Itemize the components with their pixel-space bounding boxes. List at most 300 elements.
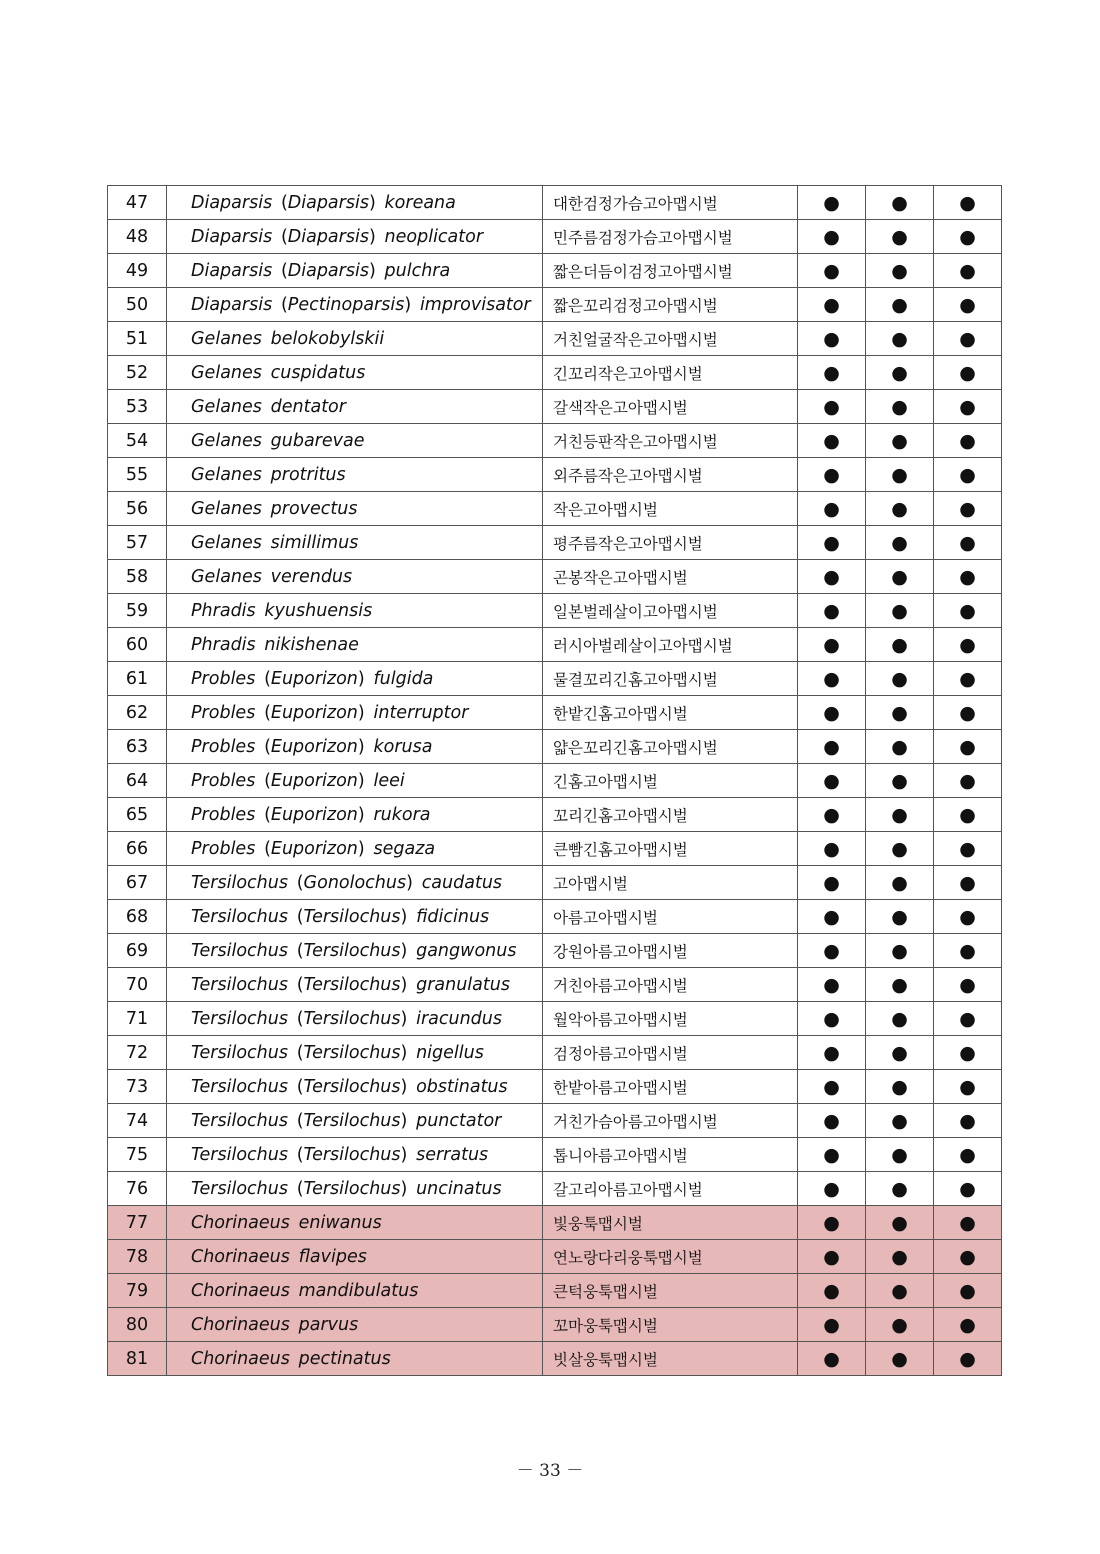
genus-name: Tersilochus [191,1178,288,1199]
presence-mark-3: ● [934,254,1002,288]
presence-mark-3: ● [934,1308,1002,1342]
genus-name: Probles [191,804,256,825]
korean-name: 큰턱웅툭맵시벌 [543,1274,798,1308]
row-number: 65 [108,798,167,832]
presence-mark-2: ● [866,356,934,390]
korean-name: 한밭아름고아맵시벌 [543,1070,798,1104]
scientific-name: Tersilochus (Tersilochus) serratus [167,1138,543,1172]
presence-mark-2: ● [866,186,934,220]
genus-name: Gelanes [191,498,262,519]
presence-mark-1: ● [798,1342,866,1376]
presence-mark-3: ● [934,1342,1002,1376]
presence-mark-1: ● [798,560,866,594]
korean-name: 대한검정가슴고아맵시벌 [543,186,798,220]
presence-mark-3: ● [934,628,1002,662]
row-number: 79 [108,1274,167,1308]
presence-mark-1: ● [798,696,866,730]
subgenus-name: Euporizon [270,736,358,757]
korean-name: 빗살웅툭맵시벌 [543,1342,798,1376]
subgenus-name: Tersilochus [303,940,401,961]
subgenus-name: Gonolochus [303,872,407,893]
korean-name: 큰빰긴홈고아맵시벌 [543,832,798,866]
table-row [108,322,1002,356]
presence-mark-3: ● [934,1070,1002,1104]
presence-mark-1: ● [798,1002,866,1036]
subgenus-name: Tersilochus [303,1178,401,1199]
species-epithet: serratus [416,1144,489,1165]
presence-mark-1: ● [798,798,866,832]
row-number: 55 [108,458,167,492]
row-number: 63 [108,730,167,764]
row-number: 52 [108,356,167,390]
species-epithet: leei [373,770,405,791]
table-row [108,356,1002,390]
table-row [108,764,1002,798]
scientific-name: Tersilochus (Gonolochus) caudatus [167,866,543,900]
subgenus-name: Tersilochus [303,1008,401,1029]
subgenus-name: Diaparsis [287,226,369,247]
row-number: 69 [108,934,167,968]
row-number: 53 [108,390,167,424]
table-row [108,526,1002,560]
row-number: 48 [108,220,167,254]
scientific-name: Probles (Euporizon) korusa [167,730,543,764]
presence-mark-2: ● [866,1274,934,1308]
table-row [108,1002,1002,1036]
table-row [108,1240,1002,1274]
korean-name: 짧은더듬이검정고아맵시벌 [543,254,798,288]
presence-mark-1: ● [798,832,866,866]
genus-name: Diaparsis [191,294,273,315]
species-epithet: gubarevae [270,430,365,451]
species-epithet: mandibulatus [298,1280,419,1301]
presence-mark-1: ● [798,866,866,900]
genus-name: Gelanes [191,566,262,587]
korean-name: 짧은꼬리검정고아맵시벌 [543,288,798,322]
table-row [108,1138,1002,1172]
presence-mark-3: ● [934,526,1002,560]
korean-name: 평주름작은고아맵시벌 [543,526,798,560]
genus-name: Gelanes [191,532,262,553]
table-row [108,1274,1002,1308]
presence-mark-2: ● [866,492,934,526]
species-epithet: flavipes [298,1246,367,1267]
row-number: 58 [108,560,167,594]
genus-name: Tersilochus [191,1076,288,1097]
presence-mark-3: ● [934,866,1002,900]
species-epithet: nikishenae [264,634,359,655]
genus-name: Chorinaeus [191,1246,290,1267]
presence-mark-2: ● [866,288,934,322]
presence-mark-2: ● [866,628,934,662]
row-number: 81 [108,1342,167,1376]
presence-mark-1: ● [798,1172,866,1206]
table-row [108,1172,1002,1206]
genus-name: Chorinaeus [191,1314,290,1335]
korean-name: 작은고아맵시벌 [543,492,798,526]
table-row [108,220,1002,254]
presence-mark-3: ● [934,220,1002,254]
row-number: 72 [108,1036,167,1070]
genus-name: Gelanes [191,396,262,417]
scientific-name: Tersilochus (Tersilochus) obstinatus [167,1070,543,1104]
presence-mark-2: ● [866,730,934,764]
subgenus-name: Diaparsis [287,260,369,281]
genus-name: Gelanes [191,464,262,485]
presence-mark-1: ● [798,254,866,288]
table-row [108,832,1002,866]
presence-mark-1: ● [798,1274,866,1308]
genus-name: Phradis [191,634,256,655]
korean-name: 연노랑다리웅툭맵시벌 [543,1240,798,1274]
presence-mark-3: ● [934,1138,1002,1172]
presence-mark-2: ● [866,1104,934,1138]
presence-mark-2: ● [866,1342,934,1376]
genus-name: Tersilochus [191,1110,288,1131]
presence-mark-2: ● [866,254,934,288]
table-row [108,186,1002,220]
presence-mark-1: ● [798,662,866,696]
scientific-name [167,1240,543,1274]
row-number: 64 [108,764,167,798]
scientific-name: Tersilochus (Tersilochus) gangwonus [167,934,543,968]
species-epithet: interruptor [373,702,469,723]
presence-mark-1: ● [798,458,866,492]
species-epithet: koreana [384,192,456,213]
genus-name: Probles [191,702,256,723]
row-number: 59 [108,594,167,628]
presence-mark-3: ● [934,1240,1002,1274]
scientific-name [167,492,543,526]
genus-name: Diaparsis [191,260,273,281]
korean-name: 일본벌레살이고아맵시벌 [543,594,798,628]
genus-name: Diaparsis [191,192,273,213]
species-table [107,185,1002,1376]
scientific-name [167,1308,543,1342]
scientific-name: Probles (Euporizon) rukora [167,798,543,832]
table-row [108,866,1002,900]
korean-name: 갈고리아름고아맵시벌 [543,1172,798,1206]
row-number: 57 [108,526,167,560]
genus-name: Probles [191,770,256,791]
presence-mark-1: ● [798,220,866,254]
presence-mark-2: ● [866,1172,934,1206]
presence-mark-1: ● [798,424,866,458]
presence-mark-3: ● [934,1206,1002,1240]
species-epithet: simillimus [270,532,359,553]
korean-name: 거친등판작은고아맵시벌 [543,424,798,458]
subgenus-name: Tersilochus [303,974,401,995]
row-number: 68 [108,900,167,934]
presence-mark-2: ● [866,1206,934,1240]
row-number: 70 [108,968,167,1002]
presence-mark-2: ● [866,1240,934,1274]
presence-mark-2: ● [866,832,934,866]
presence-mark-2: ● [866,322,934,356]
scientific-name: Diaparsis (Diaparsis) koreana [167,186,543,220]
korean-name: 검정아름고아맵시벌 [543,1036,798,1070]
scientific-name: Probles (Euporizon) leei [167,764,543,798]
korean-name: 곤봉작은고아맵시벌 [543,560,798,594]
genus-name: Chorinaeus [191,1280,290,1301]
presence-mark-1: ● [798,186,866,220]
presence-mark-1: ● [798,628,866,662]
presence-mark-3: ● [934,1036,1002,1070]
scientific-name: Probles (Euporizon) segaza [167,832,543,866]
scientific-name: Tersilochus (Tersilochus) uncinatus [167,1172,543,1206]
scientific-name [167,356,543,390]
scientific-name: Probles (Euporizon) fulgida [167,662,543,696]
presence-mark-2: ● [866,1138,934,1172]
species-table-body [108,186,1002,1376]
table-row [108,1070,1002,1104]
genus-name: Chorinaeus [191,1212,290,1233]
presence-mark-3: ● [934,560,1002,594]
korean-name: 꼬리긴홈고아맵시벌 [543,798,798,832]
row-number: 73 [108,1070,167,1104]
row-number: 62 [108,696,167,730]
scientific-name: Diaparsis (Diaparsis) neoplicator [167,220,543,254]
species-epithet: pulchra [384,260,451,281]
presence-mark-3: ● [934,730,1002,764]
presence-mark-1: ● [798,1104,866,1138]
korean-name: 러시아벌레살이고아맵시벌 [543,628,798,662]
table-row [108,1036,1002,1070]
presence-mark-2: ● [866,424,934,458]
presence-mark-2: ● [866,764,934,798]
scientific-name [167,1274,543,1308]
table-row [108,288,1002,322]
subgenus-name: Euporizon [270,804,358,825]
table-row [108,1104,1002,1138]
genus-name: Tersilochus [191,1008,288,1029]
korean-name: 한밭긴홈고아맵시벌 [543,696,798,730]
presence-mark-3: ● [934,492,1002,526]
species-epithet: punctator [416,1110,502,1131]
genus-name: Gelanes [191,362,262,383]
presence-mark-2: ● [866,1002,934,1036]
row-number: 74 [108,1104,167,1138]
presence-mark-3: ● [934,390,1002,424]
table-row [108,560,1002,594]
presence-mark-2: ● [866,866,934,900]
presence-mark-1: ● [798,1206,866,1240]
korean-name: 강원아름고아맵시벌 [543,934,798,968]
korean-name: 민주름검정가슴고아맵시벌 [543,220,798,254]
scientific-name: Diaparsis (Pectinoparsis) improvisator [167,288,543,322]
scientific-name: Probles (Euporizon) interruptor [167,696,543,730]
presence-mark-2: ● [866,798,934,832]
row-number: 60 [108,628,167,662]
presence-mark-2: ● [866,526,934,560]
species-epithet: verendus [270,566,353,587]
presence-mark-2: ● [866,1036,934,1070]
species-epithet: belokobylskii [270,328,385,349]
species-epithet: iracundus [416,1008,502,1029]
table-row [108,900,1002,934]
species-epithet: eniwanus [298,1212,382,1233]
table-row [108,730,1002,764]
presence-mark-3: ● [934,1274,1002,1308]
subgenus-name: Euporizon [270,702,358,723]
presence-mark-1: ● [798,390,866,424]
korean-name: 거친가슴아름고아맵시벌 [543,1104,798,1138]
presence-mark-1: ● [798,594,866,628]
korean-name: 거친얼굴작은고아맵시벌 [543,322,798,356]
presence-mark-1: ● [798,730,866,764]
subgenus-name: Diaparsis [287,192,369,213]
korean-name: 꼬마웅툭맵시벌 [543,1308,798,1342]
genus-name: Chorinaeus [191,1348,290,1369]
presence-mark-1: ● [798,764,866,798]
row-number: 75 [108,1138,167,1172]
presence-mark-3: ● [934,594,1002,628]
genus-name: Tersilochus [191,872,288,893]
korean-name: 거친아름고아맵시벌 [543,968,798,1002]
korean-name: 월악아름고아맵시벌 [543,1002,798,1036]
row-number: 56 [108,492,167,526]
species-epithet: pectinatus [298,1348,391,1369]
species-epithet: korusa [373,736,433,757]
genus-name: Probles [191,838,256,859]
table-row [108,254,1002,288]
scientific-name [167,560,543,594]
presence-mark-1: ● [798,492,866,526]
genus-name: Probles [191,668,256,689]
table-row [108,1308,1002,1342]
korean-name: 얇은꼬리긴홈고아맵시벌 [543,730,798,764]
presence-mark-2: ● [866,900,934,934]
row-number: 67 [108,866,167,900]
presence-mark-1: ● [798,1308,866,1342]
korean-name: 긴꼬리작은고아맵시벌 [543,356,798,390]
table-row [108,424,1002,458]
species-epithet: rukora [373,804,431,825]
genus-name: Gelanes [191,430,262,451]
subgenus-name: Tersilochus [303,1076,401,1097]
presence-mark-1: ● [798,934,866,968]
korean-name: 물결꼬리긴홈고아맵시벌 [543,662,798,696]
table-row [108,696,1002,730]
presence-mark-3: ● [934,1172,1002,1206]
presence-mark-2: ● [866,1070,934,1104]
species-epithet: neoplicator [384,226,484,247]
subgenus-name: Euporizon [270,770,358,791]
species-epithet: protritus [270,464,346,485]
presence-mark-3: ● [934,900,1002,934]
species-epithet: segaza [373,838,436,859]
species-epithet: provectus [270,498,358,519]
row-number: 80 [108,1308,167,1342]
subgenus-name: Pectinoparsis [287,294,405,315]
species-epithet: dentator [270,396,346,417]
table-row [108,594,1002,628]
scientific-name [167,628,543,662]
korean-name: 톱니아름고아맵시벌 [543,1138,798,1172]
presence-mark-3: ● [934,1104,1002,1138]
row-number: 47 [108,186,167,220]
subgenus-name: Tersilochus [303,1042,401,1063]
presence-mark-3: ● [934,356,1002,390]
presence-mark-1: ● [798,288,866,322]
korean-name: 아름고아맵시벌 [543,900,798,934]
scientific-name [167,322,543,356]
presence-mark-2: ● [866,560,934,594]
table-row [108,628,1002,662]
subgenus-name: Tersilochus [303,906,401,927]
genus-name: Tersilochus [191,940,288,961]
presence-mark-3: ● [934,934,1002,968]
scientific-name: Tersilochus (Tersilochus) granulatus [167,968,543,1002]
presence-mark-3: ● [934,288,1002,322]
scientific-name: Tersilochus (Tersilochus) nigellus [167,1036,543,1070]
page-number: － 33 － [516,1461,584,1481]
table-row [108,458,1002,492]
scientific-name [167,390,543,424]
subgenus-name: Tersilochus [303,1110,401,1131]
presence-mark-2: ● [866,934,934,968]
scientific-name [167,424,543,458]
presence-mark-3: ● [934,696,1002,730]
row-number: 66 [108,832,167,866]
row-number: 51 [108,322,167,356]
row-number: 78 [108,1240,167,1274]
presence-mark-2: ● [866,662,934,696]
scientific-name [167,594,543,628]
genus-name: Tersilochus [191,906,288,927]
presence-mark-3: ● [934,458,1002,492]
species-epithet: fidicinus [416,906,490,927]
genus-name: Probles [191,736,256,757]
scientific-name: Tersilochus (Tersilochus) punctator [167,1104,543,1138]
genus-name: Tersilochus [191,974,288,995]
presence-mark-2: ● [866,220,934,254]
row-number: 50 [108,288,167,322]
species-epithet: gangwonus [416,940,517,961]
presence-mark-2: ● [866,458,934,492]
scientific-name [167,1206,543,1240]
presence-mark-2: ● [866,968,934,1002]
row-number: 71 [108,1002,167,1036]
scientific-name: Tersilochus (Tersilochus) fidicinus [167,900,543,934]
presence-mark-3: ● [934,186,1002,220]
genus-name: Tersilochus [191,1042,288,1063]
presence-mark-3: ● [934,798,1002,832]
presence-mark-3: ● [934,424,1002,458]
genus-name: Diaparsis [191,226,273,247]
species-epithet: kyushuensis [264,600,373,621]
table-row [108,492,1002,526]
row-number: 76 [108,1172,167,1206]
korean-name: 빛웅툭맵시벌 [543,1206,798,1240]
table-row [108,798,1002,832]
korean-name: 외주름작은고아맵시벌 [543,458,798,492]
korean-name: 긴홈고아맵시벌 [543,764,798,798]
genus-name: Tersilochus [191,1144,288,1165]
scientific-name: Diaparsis (Diaparsis) pulchra [167,254,543,288]
presence-mark-3: ● [934,1002,1002,1036]
presence-mark-1: ● [798,1240,866,1274]
row-number: 61 [108,662,167,696]
species-epithet: nigellus [416,1042,484,1063]
presence-mark-1: ● [798,900,866,934]
subgenus-name: Tersilochus [303,1144,401,1165]
genus-name: Phradis [191,600,256,621]
species-epithet: obstinatus [416,1076,508,1097]
subgenus-name: Euporizon [270,668,358,689]
presence-mark-1: ● [798,1070,866,1104]
korean-name: 갈색작은고아맵시벌 [543,390,798,424]
